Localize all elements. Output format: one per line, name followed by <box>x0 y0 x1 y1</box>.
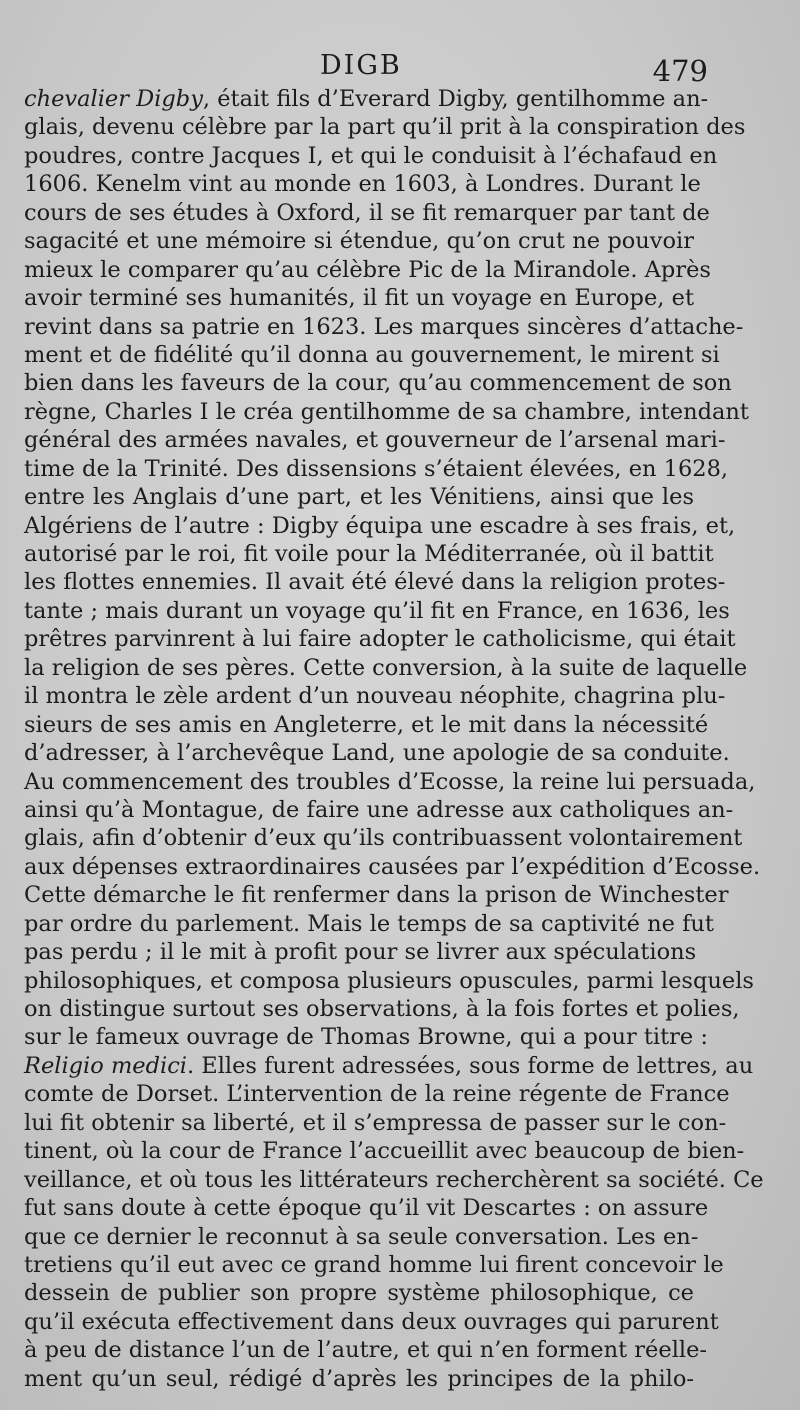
line-text: lui fit obtenir sa liberté, et il s’empressa de passer sur le con- <box>24 1109 727 1136</box>
line-text: sagacité et une mémoire si étendue, qu’on crut ne pouvoir <box>24 228 694 255</box>
line-text: aux dépenses extraordinaires causées par l’expédition d’Ecosse. <box>24 853 761 880</box>
line-text: général des armées navales, et gouverneur de l’arsenal mari- <box>24 427 726 454</box>
line-text: revint dans sa patrie en 1623. Les marques sincères d’attache- <box>24 313 744 340</box>
text-line <box>24 1336 707 1364</box>
text-line <box>24 853 761 881</box>
text-line <box>24 568 726 596</box>
text-line <box>24 313 744 341</box>
text-line <box>24 540 714 568</box>
text-line <box>24 1137 745 1165</box>
line-text: , était fils d’Everard Digby, gentilhomme an- <box>202 86 709 112</box>
text-line <box>24 597 730 625</box>
line-text: philosophiques, et composa plusieurs opuscules, parmi lesquels <box>24 967 754 994</box>
line-text: que ce dernier le reconnut à sa seule conversation. Les en- <box>24 1223 699 1250</box>
line-text: glais, afin d’obtenir d’eux qu’ils contribuassent volontairement <box>24 825 743 852</box>
text-line <box>24 625 736 653</box>
line-text: les flottes ennemies. Il avait été élevé dans la religion protes- <box>24 569 726 596</box>
line-text: ment qu’un seul, rédigé d’après les principes de la philo- <box>24 1365 694 1392</box>
line-text: avoir terminé ses humanités, il fit un voyage en Europe, et <box>24 285 694 312</box>
line-text: entre les Anglais d’une part, et les Vénitiens, ainsi que les <box>24 484 694 511</box>
text-line <box>24 768 756 796</box>
line-text: mieux le comparer qu’au célèbre Pic de la Mirandole. Après <box>24 256 711 283</box>
text-line <box>24 682 726 710</box>
text-line <box>24 967 754 995</box>
text-line <box>24 824 743 852</box>
line-text: veillance, et où tous les littérateurs recherchèrent sa société. Ce <box>24 1166 764 1193</box>
text-line <box>24 796 734 824</box>
text-line <box>24 1080 730 1108</box>
text-line <box>24 341 720 369</box>
text-line <box>24 711 709 739</box>
page-number: 479 <box>652 54 708 88</box>
line-text: d’adresser, à l’archevêque Land, une apologie de sa conduite. <box>24 740 730 767</box>
text-line <box>24 1308 719 1336</box>
text-line <box>24 455 729 483</box>
line-text: sur le fameux ouvrage de Thomas Browne, qui a pour titre : <box>24 1024 708 1051</box>
text-line <box>24 199 710 227</box>
text-line <box>24 739 730 767</box>
text-line <box>24 284 694 312</box>
text-line <box>24 654 748 682</box>
text-line <box>24 1251 724 1279</box>
italic-phrase: Religio medici <box>24 1052 187 1079</box>
line-text: . Elles furent adressées, sous forme de lettres, au <box>187 1052 754 1079</box>
text-line <box>24 995 740 1023</box>
text-line <box>24 1194 709 1222</box>
line-text: ainsi qu’à Montague, de faire une adresse aux catholiques an- <box>24 796 734 823</box>
line-text: on distingue surtout ses observations, à la fois fortes et polies, <box>24 996 740 1022</box>
line-text: par ordre du parlement. Mais le temps de sa captivité ne fut <box>24 910 714 937</box>
line-text: fut sans doute à cette époque qu’il vit Descartes : on assure <box>24 1195 709 1222</box>
text-line <box>24 1223 699 1251</box>
line-text: qu’il exécuta effectivement dans deux ouvrages qui parurent <box>24 1308 719 1335</box>
line-text: sieurs de ses amis en Angleterre, et le mit dans la nécessité <box>24 711 709 738</box>
line-text: tinent, où la cour de France l’accueillit avec beaucoup de bien- <box>24 1138 745 1165</box>
line-text: tretiens qu’il eut avec ce grand homme lui firent concevoir le <box>24 1251 724 1278</box>
text-line <box>24 881 729 909</box>
text-line <box>24 113 746 141</box>
text-line <box>24 227 694 255</box>
line-text: poudres, contre Jacques I, et qui le conduisit à l’échafaud en <box>24 142 718 169</box>
text-line <box>24 938 697 966</box>
line-text: Algériens de l’autre : Digby équipa une escadre à ses frais, et, <box>24 512 736 539</box>
text-line <box>24 398 749 426</box>
text-line <box>24 512 736 540</box>
line-text: dessein de publier son propre système philosophique, ce <box>24 1280 694 1307</box>
text-line <box>24 142 718 170</box>
page-header <box>0 50 800 90</box>
line-text: tante ; mais durant un voyage qu’il fit en France, en 1636, les <box>24 597 730 624</box>
text-line <box>24 1109 727 1137</box>
body-text <box>24 85 764 1393</box>
text-line <box>24 256 711 284</box>
line-text: pas perdu ; il le mit à profit pour se livrer aux spéculations <box>24 939 697 966</box>
line-text: glais, devenu célèbre par la part qu’il prit à la conspiration des <box>24 114 746 141</box>
line-text: il montra le zèle ardent d’un nouveau néophite, chagrina plu- <box>24 683 726 710</box>
text-line <box>24 483 694 511</box>
text-line <box>24 170 701 198</box>
italic-phrase: chevalier Digby <box>24 86 203 112</box>
running-head: DIGB <box>320 50 402 81</box>
line-text: cours de ses études à Oxford, il se fit remarquer par tant de <box>24 199 710 226</box>
text-line <box>24 1052 754 1080</box>
text-line <box>24 1365 694 1393</box>
text-line <box>24 369 732 397</box>
line-text: autorisé par le roi, fit voile pour la Méditerranée, où il battit <box>24 541 714 567</box>
line-text: prêtres parvinrent à lui faire adopter le catholicisme, qui était <box>24 626 736 653</box>
line-text: 1606. Kenelm vint au monde en 1603, à Londres. Durant le <box>24 171 701 198</box>
text-line <box>24 85 709 113</box>
text-line <box>24 1279 694 1307</box>
line-text: comte de Dorset. L’intervention de la reine régente de France <box>24 1081 730 1108</box>
text-line <box>24 1166 764 1194</box>
line-text: Au commencement des troubles d’Ecosse, la reine lui persuada, <box>24 768 756 795</box>
line-text: ment et de fidélité qu’il donna au gouvernement, le mirent si <box>24 341 720 368</box>
text-line <box>24 910 714 938</box>
line-text: Cette démarche le fit renfermer dans la prison de Winchester <box>24 882 729 909</box>
line-text: règne, Charles I le créa gentilhomme de sa chambre, intendant <box>24 398 749 425</box>
line-text: bien dans les faveurs de la cour, qu’au commencement de son <box>24 370 732 397</box>
text-line <box>24 426 726 454</box>
text-line <box>24 1023 708 1051</box>
line-text: à peu de distance l’un de l’autre, et qui n’en forment réelle- <box>24 1337 707 1364</box>
line-text: la religion de ses pères. Cette conversion, à la suite de laquelle <box>24 654 748 681</box>
line-text: time de la Trinité. Des dissensions s’étaient élevées, en 1628, <box>24 455 729 482</box>
